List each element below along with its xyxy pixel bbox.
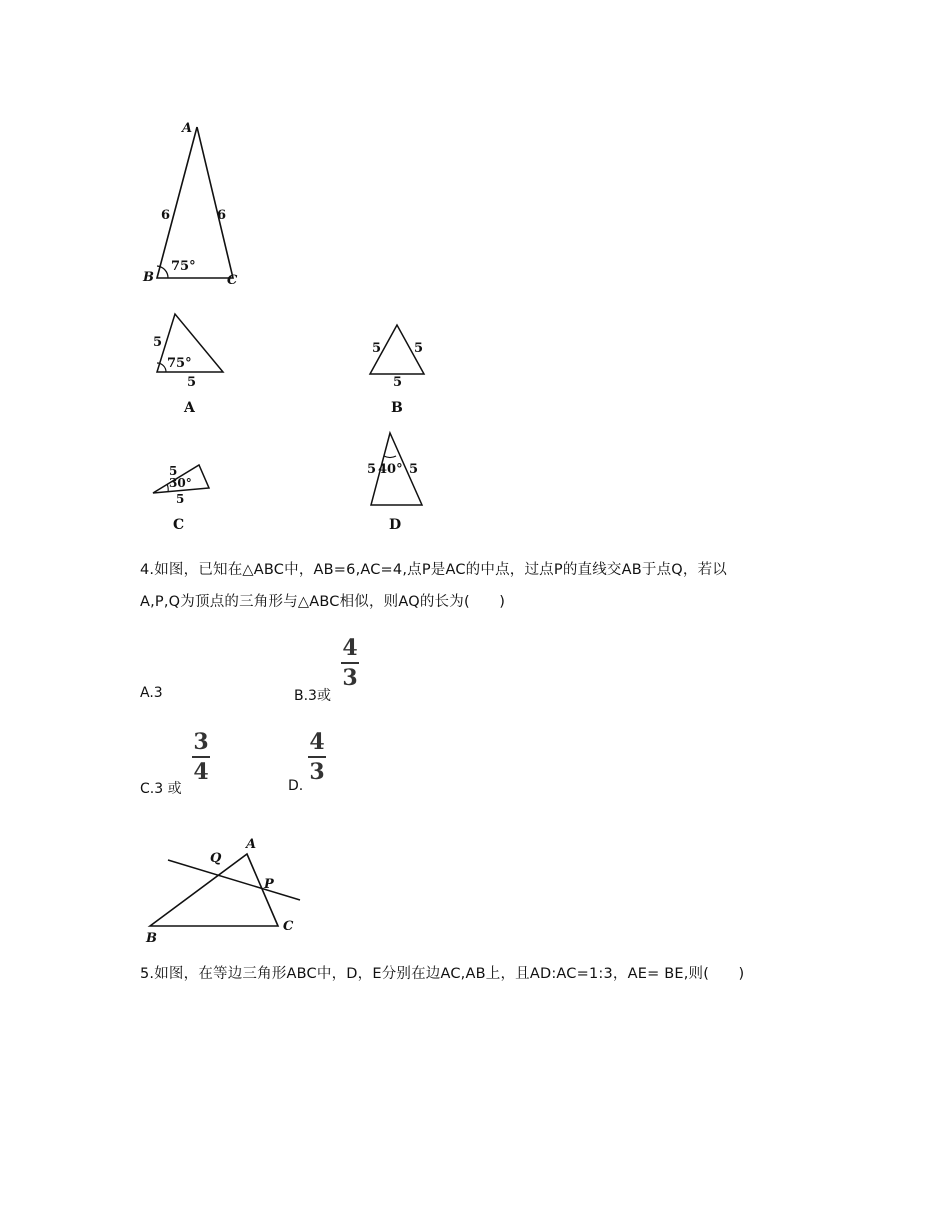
q4-option-d-fraction: [306, 730, 328, 784]
q4-figure-triangle: [140, 830, 310, 950]
angle-b-label: 75°: [171, 259, 196, 274]
choice-a-side1: 5: [153, 335, 163, 350]
choice-a-angle: 75°: [167, 356, 192, 371]
choice-b-side2: 5: [414, 341, 424, 356]
q5-line1: 5.如图，在等边三角形ABC中，D，E分别在边AC,AB上，且AD:AC=1:3，AE= BE,则( ): [140, 966, 745, 982]
vertex-c-label: C: [227, 273, 238, 288]
fraction-denominator: 4: [193, 759, 209, 785]
fraction-denominator: 3: [309, 759, 325, 785]
q4-point-p: P: [264, 877, 274, 892]
choice-b-side3: 5: [393, 375, 403, 390]
choice-d-figure: [358, 428, 438, 538]
q4-option-b: B.3或: [294, 688, 331, 704]
choice-c-side1: 5: [169, 464, 178, 478]
choice-d-side2: 5: [409, 462, 419, 477]
choice-a-figure: [145, 308, 235, 418]
q4-option-d: D.: [288, 778, 304, 794]
vertex-a-label: A: [182, 121, 193, 136]
choice-c-caption: C: [173, 517, 185, 533]
q4-vertex-b: B: [146, 931, 157, 946]
vertex-b-label: B: [143, 270, 154, 285]
q4-vertex-c: C: [283, 919, 294, 934]
q4-option-c-fraction: [190, 730, 212, 784]
q4-line1: 4.如图，已知在△ABC中，AB=6,AC=4,点P是AC的中点，过点P的直线交AB于点Q，若以: [140, 562, 727, 578]
choice-b-caption: B: [391, 400, 403, 416]
choice-b-side1: 5: [372, 341, 382, 356]
q4-line2: A,P,Q为顶点的三角形与△ABC相似，则AQ的长为( ): [140, 594, 506, 610]
choice-d-caption: D: [389, 517, 402, 533]
choice-a-side2: 5: [187, 375, 197, 390]
choice-c-angle: 30°: [169, 476, 192, 490]
choice-d-angle: 40°: [378, 462, 403, 477]
fraction-numerator: 4: [342, 635, 358, 661]
choice-c-figure: [145, 455, 225, 537]
side-ac-label: 6: [217, 208, 227, 223]
choice-a-caption: A: [184, 400, 195, 416]
q4-point-q: Q: [210, 851, 222, 866]
side-ab-label: 6: [161, 208, 171, 223]
q4-option-b-fraction: [339, 636, 361, 690]
q4-option-c: C.3 或: [140, 781, 182, 797]
choice-d-side1: 5: [367, 462, 377, 477]
fraction-numerator: 4: [309, 729, 325, 755]
q4-option-a: A.3: [140, 685, 163, 701]
fraction-denominator: 3: [342, 665, 358, 691]
q4-vertex-a: A: [246, 837, 257, 852]
fraction-numerator: 3: [193, 729, 209, 755]
figure-isosceles-triangle: [135, 115, 255, 295]
choice-c-side2: 5: [176, 492, 185, 506]
choice-b-figure: [358, 318, 438, 418]
